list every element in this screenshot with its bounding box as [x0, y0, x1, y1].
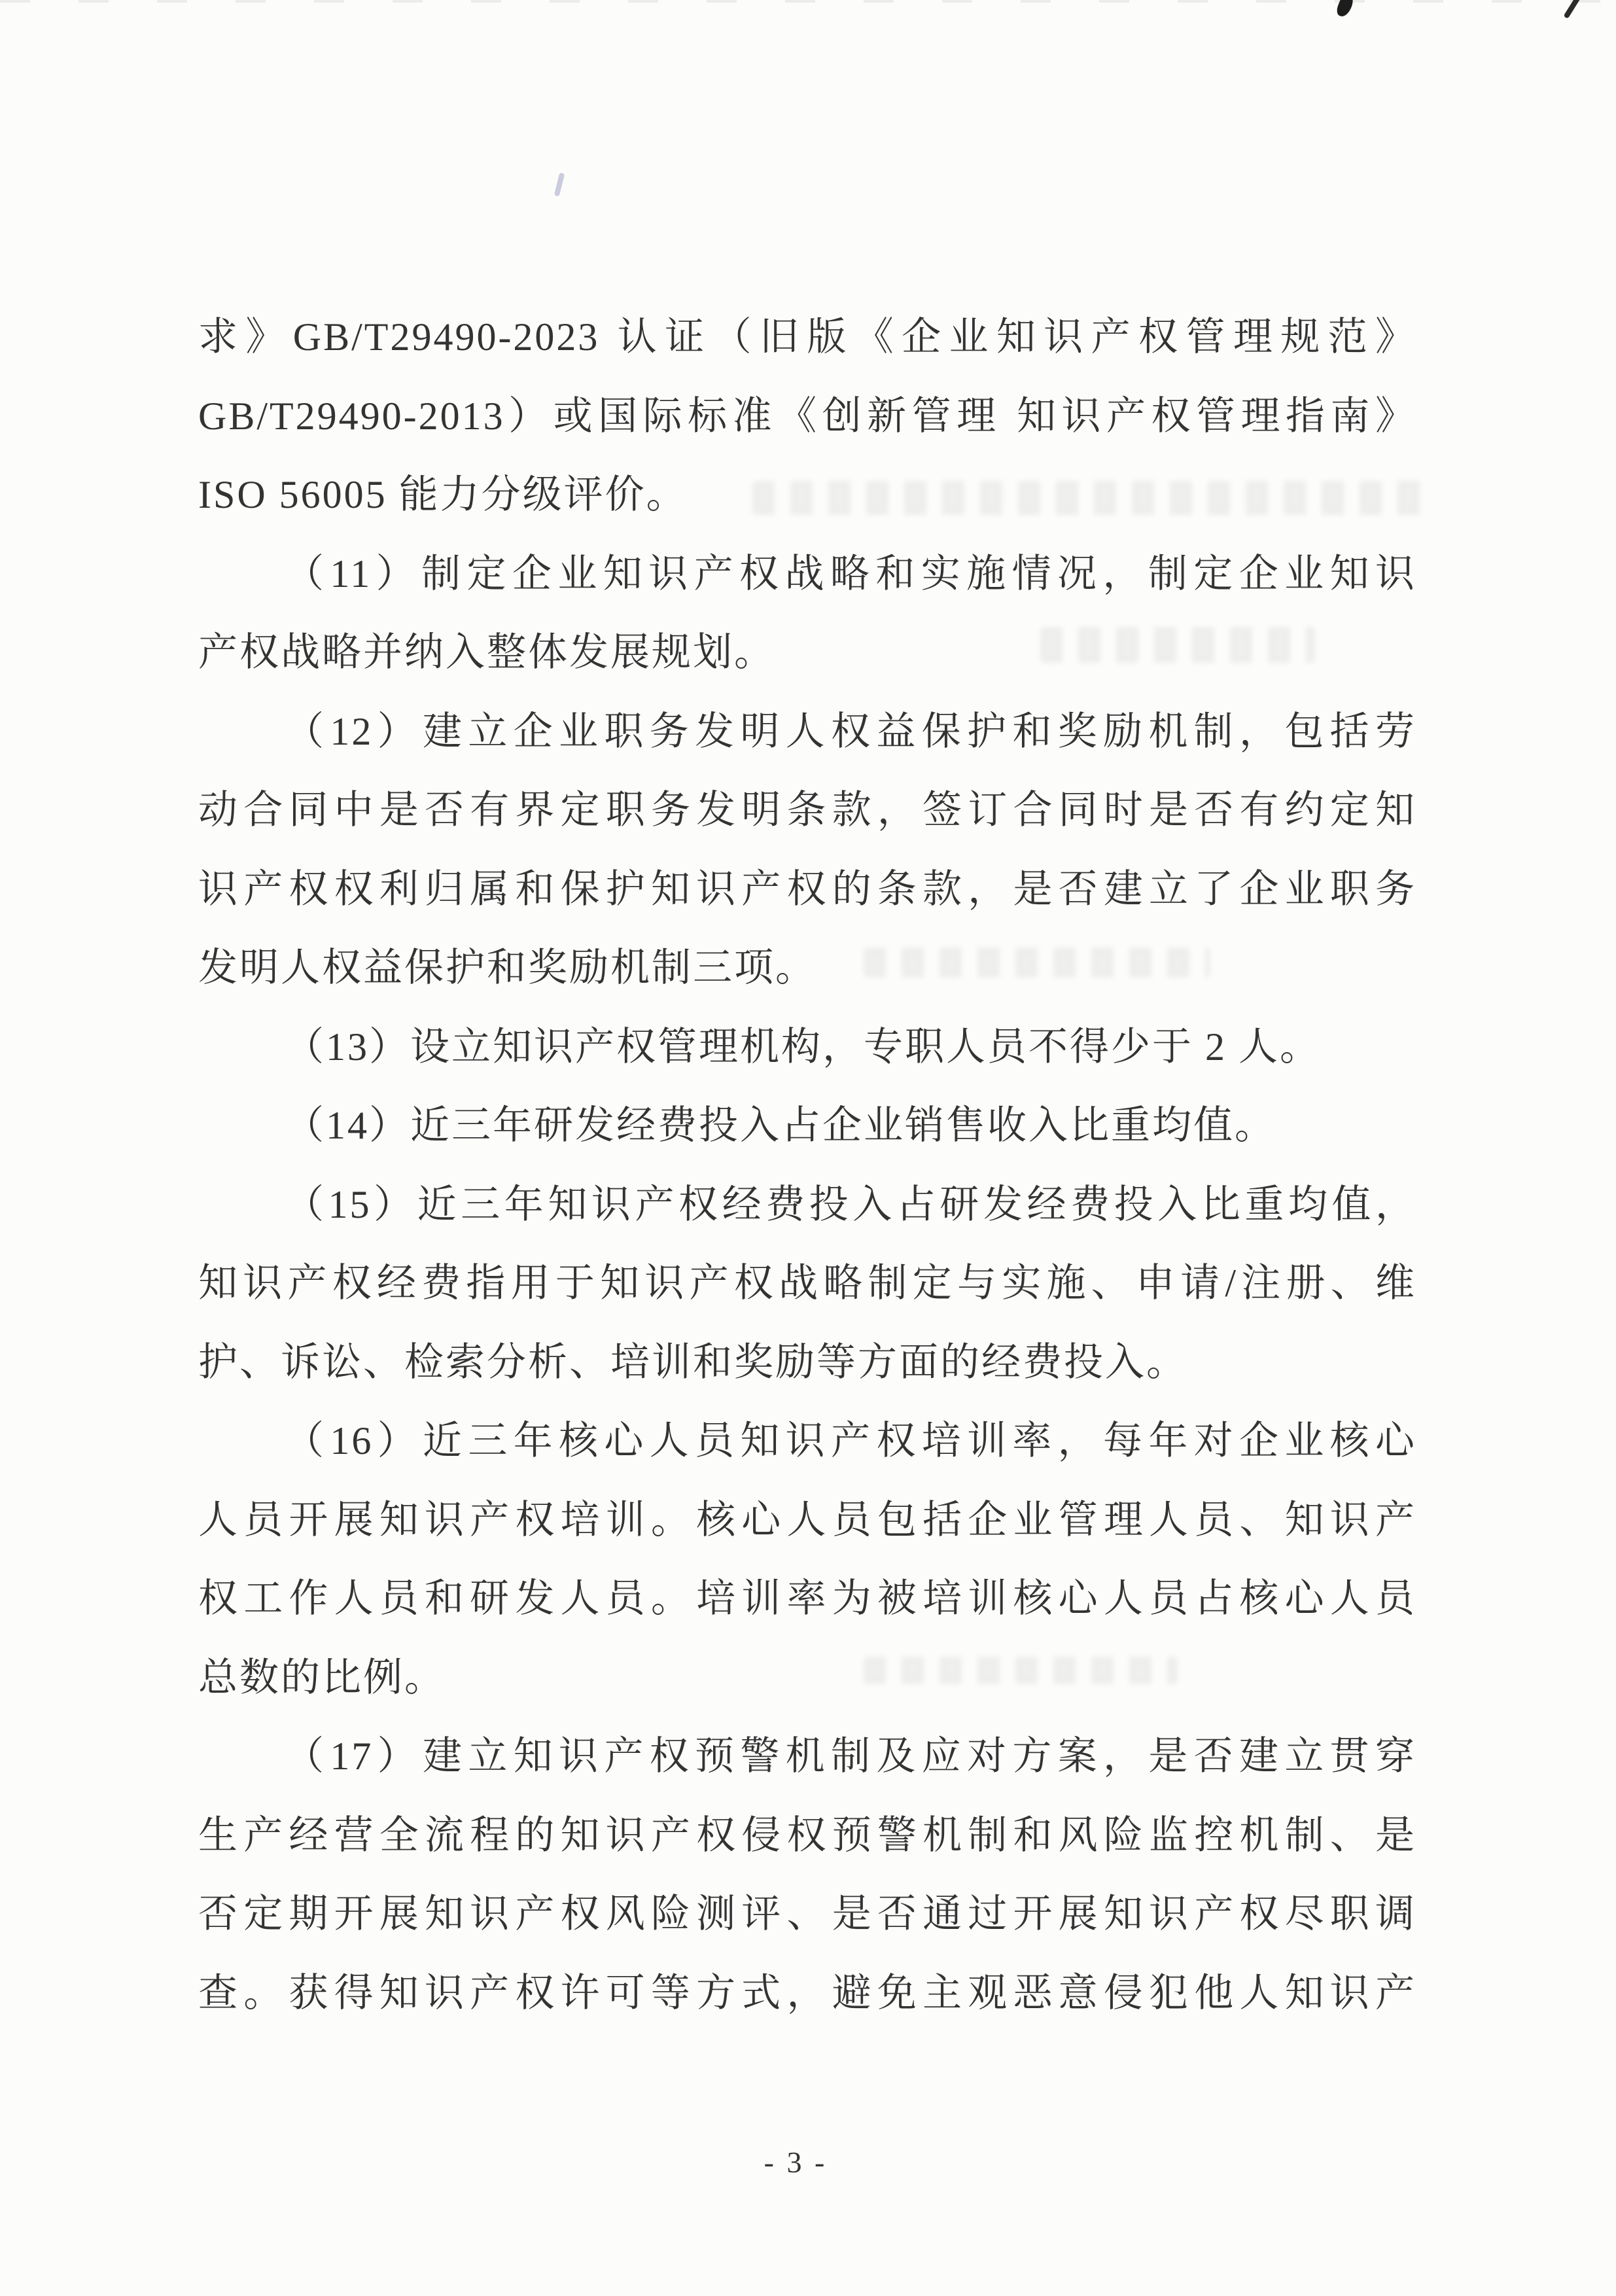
text-line: 否定期开展知识产权风险测评、是否通过开展知识产权尽职调	[198, 1892, 1416, 1935]
text-line: ISO 56005 能力分级评价。	[198, 473, 688, 516]
document-body	[198, 298, 1416, 2032]
page-number: - 3 -	[764, 2146, 828, 2179]
text-line: 动合同中是否有界定职务发明条款，签订合同时是否有约定知	[198, 788, 1416, 832]
text-line: 知识产权经费指用于知识产权战略制定与实施、申请/注册、维	[198, 1262, 1416, 1305]
pen-mark	[554, 173, 565, 197]
text-line: 生产经营全流程的知识产权侵权预警机制和风险监控机制、是	[198, 1813, 1416, 1857]
corner-ink-mark	[1563, 0, 1582, 19]
text-line: （15）近三年知识产权经费投入占研发经费投入比重均值，	[285, 1182, 1416, 1226]
text-line: 总数的比例。	[198, 1655, 446, 1699]
text-line: （12）建立企业职务发明人权益保护和奖励机制，包括劳	[285, 709, 1416, 753]
text-line: 发明人权益保护和奖励机制三项。	[198, 946, 817, 989]
text-line: （17）建立知识产权预警机制及应对方案，是否建立贯穿	[285, 1735, 1416, 1778]
text-line: （16）近三年核心人员知识产权培训率，每年对企业核心	[285, 1419, 1416, 1462]
text-line: （14）近三年研发经费投入占企业销售收入比重均值。	[285, 1104, 1276, 1147]
text-line: 人员开展知识产权培训。核心人员包括企业管理人员、知识产	[198, 1498, 1416, 1542]
text-line: 查。获得知识产权许可等方式，避免主观恶意侵犯他人知识产	[198, 1971, 1416, 2015]
text-line: 产权战略并纳入整体发展规划。	[198, 631, 775, 674]
ink-mark	[1335, 0, 1355, 18]
text-line: 求》GB/T29490-2023 认证（旧版《企业知识产权管理规范》	[198, 315, 1416, 359]
text-line: 护、诉讼、检索分析、培训和奖励等方面的经费投入。	[198, 1340, 1187, 1384]
text-line: GB/T29490-2013）或国际标准《创新管理 知识产权管理指南》	[198, 394, 1416, 438]
text-line: （13）设立知识产权管理机构，专职人员不得少于 2 人。	[285, 1025, 1321, 1069]
scan-edge-artifact	[0, 0, 1616, 3]
text-line: （11）制定企业知识产权战略和实施情况，制定企业知识	[285, 552, 1416, 595]
text-line: 权工作人员和研发人员。培训率为被培训核心人员占核心人员	[198, 1577, 1416, 1620]
text-line: 识产权权利归属和保护知识产权的条款，是否建立了企业职务	[198, 867, 1416, 911]
